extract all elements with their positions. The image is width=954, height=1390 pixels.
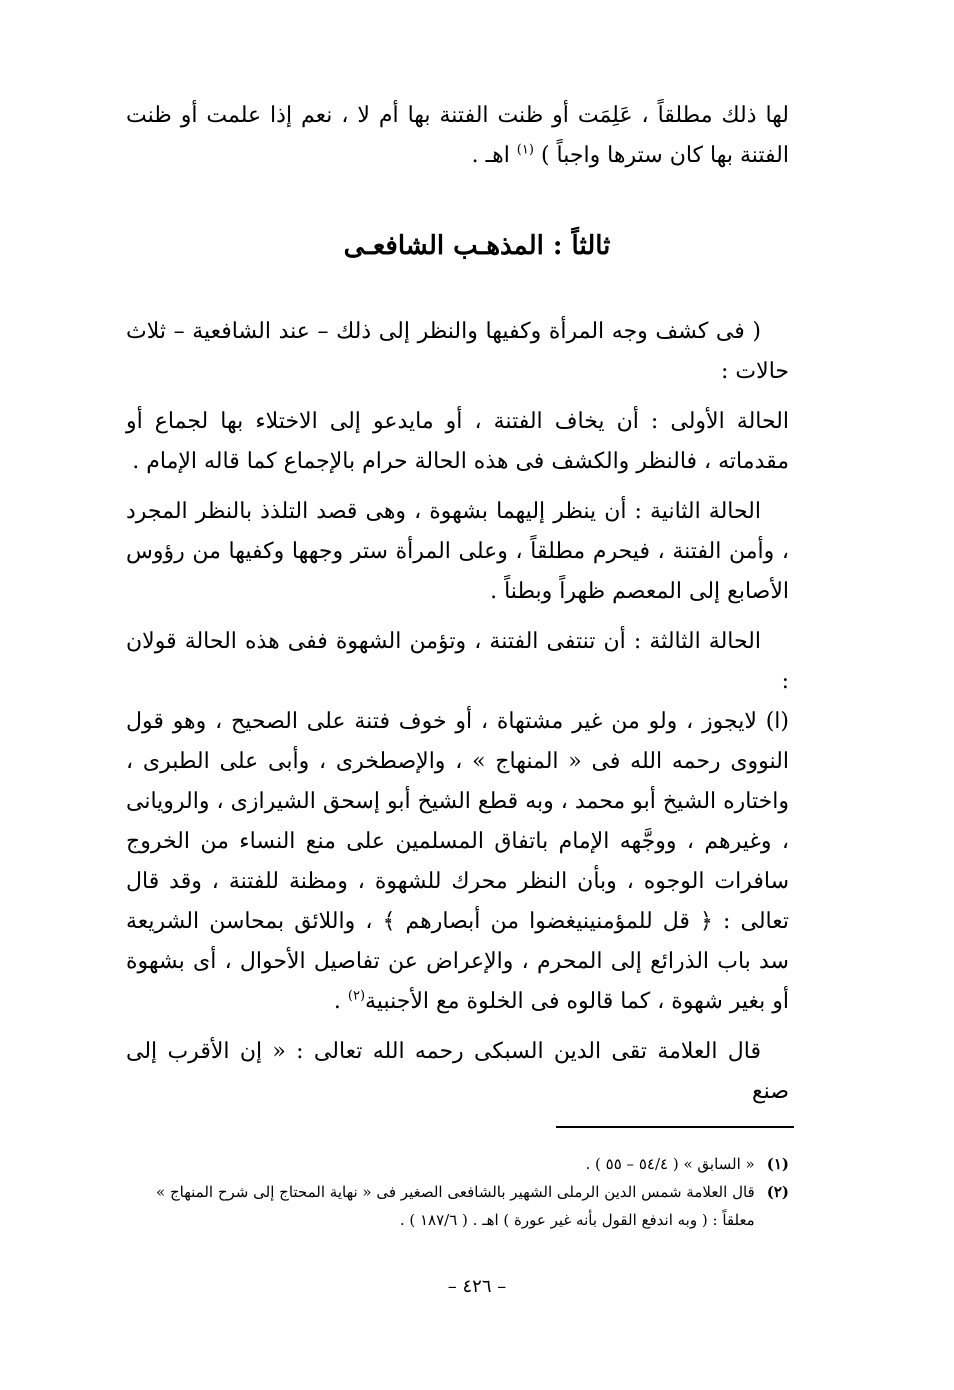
opinion-one-tail: .: [333, 989, 348, 1014]
opinion-one-text: (ا) لايجوز ، ولو من غير مشتهاة ، أو خوف فتنة على الصحيح ، وهو قول النووى رحمه الله فى « المنهاج » ، والإصطخرى ، وأبى على الطبرى ، واختاره الشيخ أبو محمد ، وبه قطع الشيخ أبو إسحق الشيرازى ، والرويانى ، وغيرهم ، ووجَّهه الإمام باتفاق المسلمين على منع النساء من الخروج سافرات الوجوه ، وبأن النظر محرك للشهوة ، ومظنة للفتنة ، وقد قال تعالى : ﴿ قل للمؤمنينيغضوا من أبصارهم ﴾ ، واللائق بمحاسن الشريعة سد باب الذرائع إلى المحرم ، والإعراض عن تفاصيل الأحوال ، أى بشهوة أو بغير شهوة ، كما قالوه فى الخلوة مع الأجنبية: [126, 709, 789, 1014]
main-text-block: [126, 312, 789, 1112]
page-number: – ٤٢٦ –: [447, 1276, 507, 1297]
case-two-paragraph: الحالة الثانية : أن ينظر إليهما بشهوة ، وهى قصد التلذذ بالنظر المجرد ، وأمن الفتنة ، فيحرم مطلقاً ، وعلى المرأة ستر وجهها وكفيها من رؤوس الأصابع إلى المعصم ظهراً وبطناً .: [126, 499, 789, 604]
footnote-separator: [556, 1126, 794, 1128]
intro-paragraph: ( فى كشف وجه المرأة وكفيها والنظر إلى ذلك – عند الشافعية – ثلاث حالات :: [126, 319, 789, 384]
top-paragraph-tail: اهـ .: [471, 143, 517, 168]
case-one-paragraph: الحالة الأولى : أن يخاف الفتنة ، أو مايدعو إلى الاختلاء بها لجماع أو مقدماته ، فالنظر والكشف فى هذه الحالة حرام بالإجماع كما قاله الإمام .: [126, 409, 789, 474]
footnote-ref-2[interactable]: (٢): [347, 988, 366, 1004]
footnote-item: [126, 1150, 789, 1178]
footnote-item: [126, 1178, 789, 1234]
top-paragraph: [126, 96, 789, 176]
section-heading: ثالثاً : المذهـب الشافعـى: [343, 231, 611, 261]
footnote-number: (٢): [766, 1183, 789, 1201]
footnote-text: قال العلامة شمس الدين الرملى الشهير بالشافعى الصغير فى « نهاية المحتاج إلى شرح المنهاج » معلقاً : ( وبه اندفع القول بأنه غير عورة ) اهـ . ( ١٨٧/٦ ) .: [156, 1183, 755, 1229]
footnote-number: (١): [766, 1155, 789, 1173]
opinion-one-paragraph: [126, 702, 789, 1022]
footnote-ref-1[interactable]: (١): [516, 142, 534, 158]
case-three-paragraph: الحالة الثالثة : أن تنتفى الفتنة ، وتؤمن الشهوة ففى هذه الحالة قولان :: [126, 629, 789, 694]
footnotes-section: [126, 1150, 789, 1234]
top-paragraph-text: لها ذلك مطلقاً ، عَلِمَت أو ظنت الفتنة بها أم لا ، نعم إذا علمت أو ظنت الفتنة بها كان سترها واجباً ): [126, 103, 789, 168]
footnote-text: « السابق » ( ٥٤/٤ – ٥٥ ) .: [585, 1155, 755, 1173]
closing-paragraph: قال العلامة تقى الدين السبكى رحمه الله تعالى : « إن الأقرب إلى صنع: [126, 1039, 789, 1104]
top-paragraph-block: [126, 96, 789, 176]
